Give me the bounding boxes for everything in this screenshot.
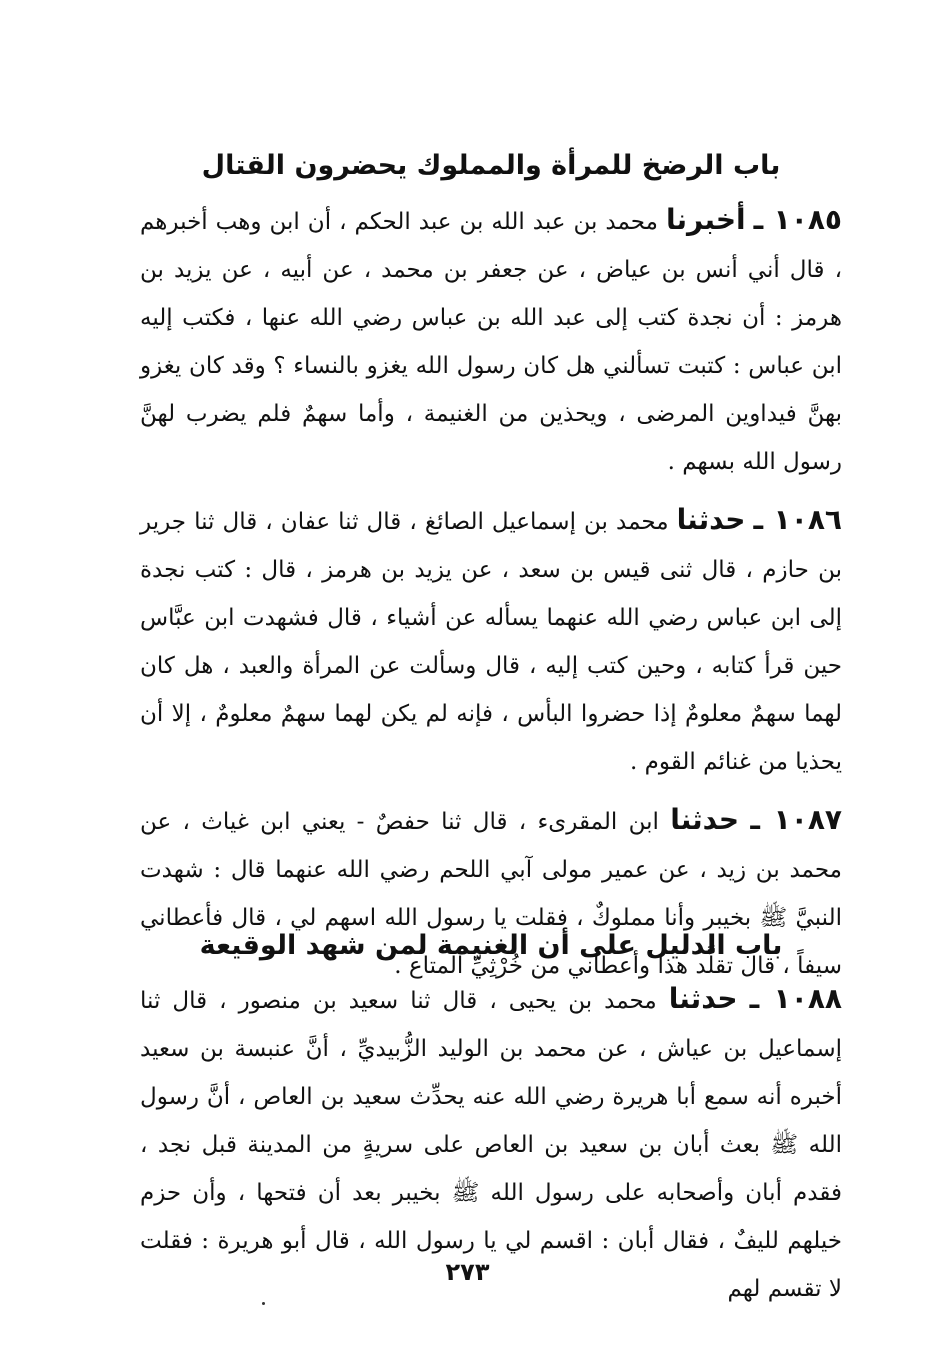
narration-keyword: حدثنا	[670, 803, 740, 836]
hadith-text: ابن المقرىء ، قال ثنا حفصٌ - يعني ابن غياث ، عن محمد بن زيد ، عن عمير مولى آبي اللحم رضي الله عنهما قال : شهدت النبيَّ ﷺ بخيبر وأنا مملوكٌ ، فقلت يا رسول الله اسهم لي ، قال فأعطاني سيفاً ، قال تقلَّد هذا وأعطاني من خُرْثِيِّ المتاع .	[140, 809, 842, 979]
hadith-1085	[140, 196, 842, 486]
hadith-number: ١٠٨٦ ـ	[753, 503, 842, 536]
hadith-text: محمد بن يحيى ، قال ثنا سعيد بن منصور ، قال ثنا إسماعيل بن عياش ، عن محمد بن الوليد الزُّبيديِّ ، أنَّ عنبسة بن سعيد أخبره أنه سمع أبا هريرة رضي الله عنه يحدِّث سعيد بن العاص ، أنَّ رسول الله ﷺ بعث أبان بن سعيد بن العاص على سريةٍ من المدينة قبل نجد ، فقدم أبان وأصحابه على رسول الله ﷺ بخيبر بعد أن فتحها ، وأن حزم خيلهم لليفٌ ، فقال أبان : اقسم لي يا رسول الله ، قال أبو هريرة : فقلت لا تقسم لهم	[140, 988, 842, 1302]
scan-speck	[262, 1302, 265, 1305]
hadith-number: ١٠٨٧ ـ	[750, 803, 842, 836]
hadith-text: محمد بن عبد الله بن عبد الحكم ، أن ابن وهب أخبرهم ، قال أني أنس بن عياض ، عن جعفر بن محمد ، عن أبيه ، عن يزيد بن هرمز : أن نجدة كتب إلى عبد الله بن عباس رضي الله عنها ، فكتب إليه ابن عباس : كتبت تسألني هل كان رسول الله يغزو بالنساء ؟ وقد كان يغزو بهنَّ فيداوين المرضى ، ويحذين من الغنيمة ، وأما سهمٌ فلم يضرب لهنَّ رسول الله بسهم .	[140, 209, 842, 475]
text-section-1	[140, 196, 842, 990]
hadith-text: محمد بن إسماعيل الصائغ ، قال ثنا عفان ، قال ثنا جرير بن حازم ، قال ثنى قيس بن سعد ، عن يزيد بن هرمز ، قال : كتب نجدة إلى ابن عباس رضي الله عنهما يسأله عن أشياء ، قال فشهدت ابن عبَّاس حين قرأ كتابه ، وحين كتب إليه ، قال وسألت عن المرأة والعبد ، هل كان لهما سهمٌ معلومٌ إذا حضروا البأس ، فإنه لم يكن لهما سهمٌ معلومٌ ، إلا أن يحذيا من غنائم القوم .	[140, 509, 842, 775]
hadith-1086	[140, 496, 842, 786]
narration-keyword: أخبرنا	[665, 203, 746, 236]
chapter-heading-1: باب الرضخ للمرأة والمملوك يحضرون القتال	[201, 150, 781, 181]
narration-keyword: حدثنا	[676, 503, 746, 536]
hadith-number: ١٠٨٥ ـ	[753, 203, 842, 236]
page-number: ٢٧٣	[445, 1258, 490, 1286]
hadith-number: ١٠٨٨ ـ	[749, 982, 842, 1015]
narration-keyword: حدثنا	[668, 982, 738, 1015]
chapter-heading-2: باب الدليل على أن الغنيمة لمن شهد الوقيعة	[199, 930, 783, 961]
